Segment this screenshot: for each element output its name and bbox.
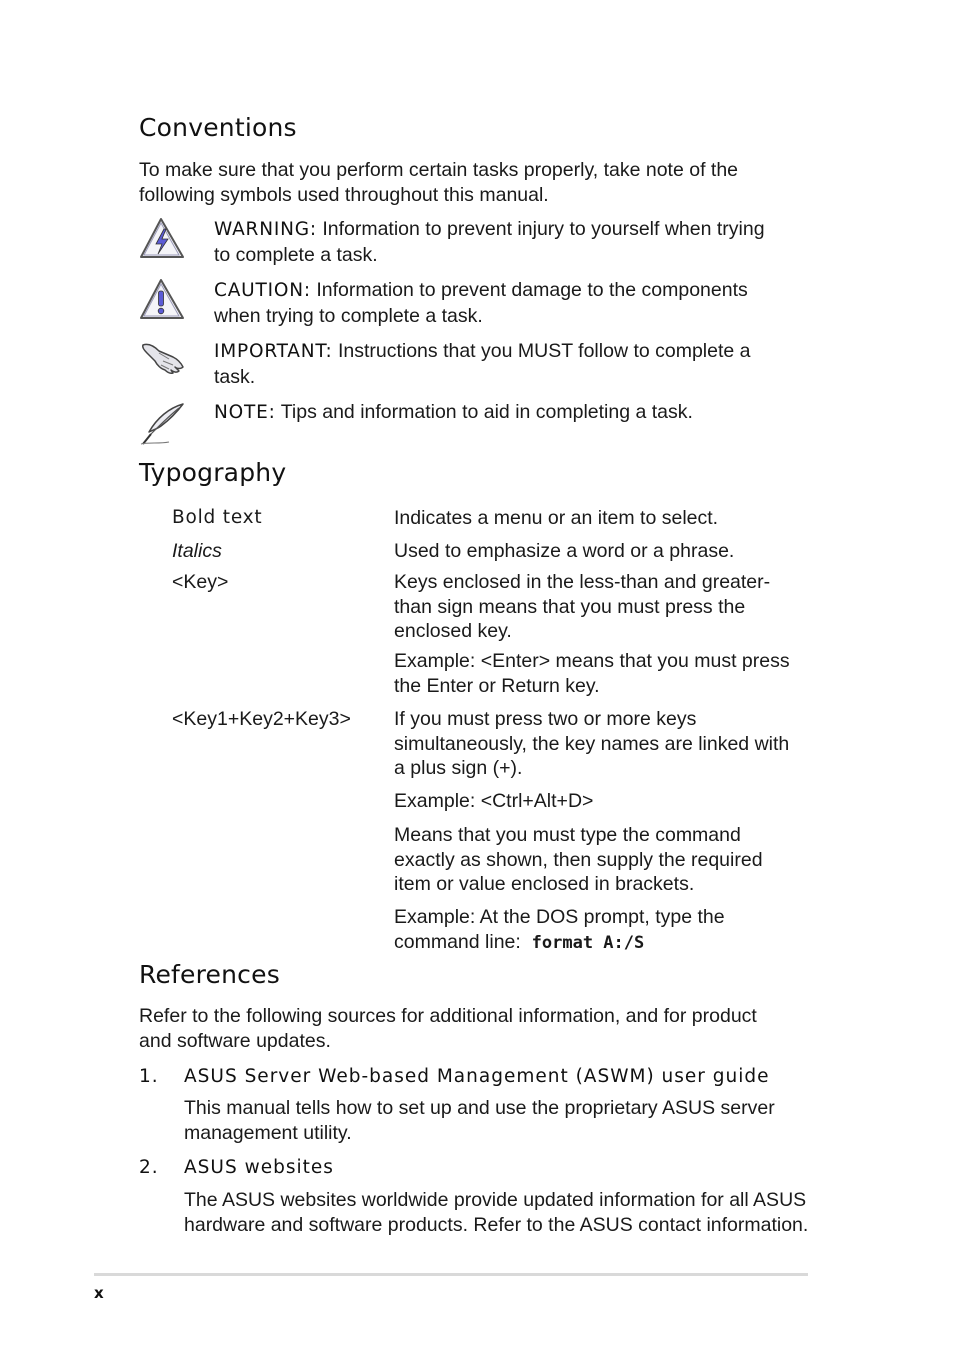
footer-divider bbox=[94, 1273, 808, 1276]
warning-text bbox=[214, 217, 804, 267]
important-description: Instructions that you MUST follow to complete a bbox=[337, 340, 751, 362]
typography-desc-combo-example: Example: <Ctrl+Alt+D> bbox=[394, 790, 594, 812]
typography-term-key: <Key> bbox=[172, 571, 229, 593]
reference-desc-line: management utility. bbox=[184, 1121, 352, 1144]
important-label: IMPORTANT: bbox=[214, 341, 333, 362]
reference-item-title-text: ASUS websites bbox=[184, 1157, 334, 1178]
reference-desc-line: hardware and software products. Refer to the ASUS contact information. bbox=[184, 1213, 809, 1236]
references-intro-line: and software updates. bbox=[139, 1029, 331, 1052]
typography-desc-line: Example: <Enter> means that you must press bbox=[394, 650, 790, 672]
typography-heading: Typography bbox=[139, 458, 287, 487]
conventions-intro-line: following symbols used throughout this manual. bbox=[139, 183, 549, 206]
typography-term-key-combo: <Key1+Key2+Key3> bbox=[172, 708, 351, 730]
typography-desc-dos-example bbox=[394, 905, 804, 955]
typography-term-bold: Bold text bbox=[172, 507, 263, 528]
typography-desc-line: a plus sign (+). bbox=[394, 757, 523, 779]
caution-text bbox=[214, 278, 804, 328]
warning-lightning-icon bbox=[139, 217, 187, 261]
reference-item-title bbox=[139, 1157, 334, 1178]
reference-item-number: 1. bbox=[139, 1066, 159, 1087]
typography-desc-key bbox=[394, 570, 804, 644]
dos-command: format A:/S bbox=[531, 932, 645, 953]
typography-desc-bold: Indicates a menu or an item to select. bbox=[394, 507, 719, 529]
typography-desc-line: Means that you must type the command bbox=[394, 824, 741, 846]
important-text bbox=[214, 339, 804, 389]
note-quill-icon bbox=[139, 402, 187, 446]
note-description: Tips and information to aid in completing a task. bbox=[280, 401, 693, 423]
typography-desc-line: simultaneously, the key names are linked with bbox=[394, 732, 790, 755]
page-number: x bbox=[94, 1284, 104, 1302]
warning-description: Information to prevent injury to yourself when trying bbox=[322, 218, 765, 240]
typography-term-italics: Italics bbox=[172, 540, 222, 562]
command-line-label: command line: bbox=[394, 930, 521, 953]
references-intro-line: Refer to the following sources for additional information, and for product bbox=[139, 1005, 757, 1027]
typography-desc-line: than sign means that you must press the bbox=[394, 595, 746, 618]
references-intro bbox=[139, 1004, 809, 1053]
typography-desc-line: Example: At the DOS prompt, type the bbox=[394, 906, 725, 928]
caution-label: CAUTION: bbox=[214, 280, 311, 301]
caution-description-cont: when trying to complete a task. bbox=[214, 304, 483, 327]
important-hand-icon bbox=[139, 339, 187, 383]
conventions-heading: Conventions bbox=[139, 113, 297, 142]
note-text bbox=[214, 400, 804, 426]
typography-desc-line: enclosed key. bbox=[394, 620, 512, 642]
caution-description: Information to prevent damage to the components bbox=[316, 279, 748, 301]
reference-item-number: 2. bbox=[139, 1157, 159, 1178]
reference-item-description bbox=[184, 1188, 814, 1237]
reference-desc-line: This manual tells how to set up and use the proprietary ASUS server bbox=[184, 1097, 775, 1119]
typography-desc-line: exactly as shown, then supply the required bbox=[394, 848, 763, 871]
conventions-intro-line: To make sure that you perform certain tasks properly, take note of the bbox=[139, 159, 739, 181]
typography-desc-line: the Enter or Return key. bbox=[394, 674, 600, 697]
reference-item-description bbox=[184, 1096, 814, 1145]
warning-description-cont: to complete a task. bbox=[214, 243, 378, 266]
warning-label: WARNING: bbox=[214, 219, 317, 240]
typography-desc-key-example bbox=[394, 649, 804, 698]
typography-desc-line bbox=[394, 930, 804, 956]
reference-item-title-text: ASUS Server Web-based Management (ASWM) user guide bbox=[184, 1066, 770, 1087]
typography-desc-line: item or value enclosed in brackets. bbox=[394, 873, 695, 895]
references-heading: References bbox=[139, 960, 280, 989]
reference-desc-line: The ASUS websites worldwide provide updated information for all ASUS bbox=[184, 1189, 807, 1211]
caution-exclamation-icon bbox=[139, 278, 187, 322]
conventions-intro bbox=[139, 158, 809, 207]
typography-desc-line: If you must press two or more keys bbox=[394, 708, 697, 730]
typography-desc-command-note bbox=[394, 823, 804, 897]
note-label: NOTE: bbox=[214, 402, 276, 423]
typography-desc-key-combo bbox=[394, 707, 804, 781]
reference-item-title bbox=[139, 1066, 770, 1087]
typography-desc-line: Keys enclosed in the less-than and greater- bbox=[394, 571, 771, 593]
typography-desc-italics: Used to emphasize a word or a phrase. bbox=[394, 540, 735, 562]
important-description-cont: task. bbox=[214, 365, 256, 388]
